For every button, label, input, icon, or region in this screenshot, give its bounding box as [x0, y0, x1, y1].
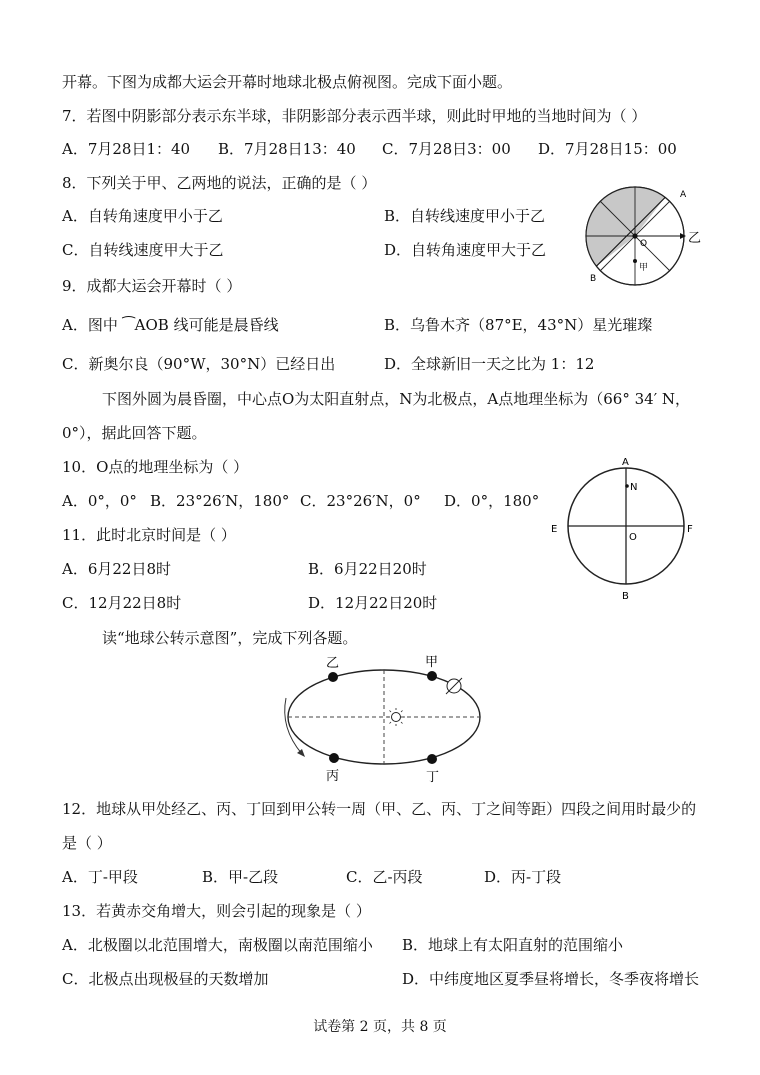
- point-jia: [633, 259, 637, 263]
- q7-option-d: D．7月28日15：00: [538, 140, 677, 158]
- q12-option-c: C．乙-丙段: [346, 868, 423, 886]
- passage-2-line-2: 0°），据此回答下题。: [62, 424, 207, 442]
- fig2-label-f: F: [687, 524, 693, 535]
- question-10-stem: 10．O点的地理坐标为（ ）: [62, 458, 249, 476]
- fig1-label-jia: 甲: [639, 263, 649, 273]
- fig2-label-o: O: [629, 532, 637, 543]
- q10-option-b: B．23°26′N，180°: [150, 492, 290, 510]
- q9-option-b: B．乌鲁木齐（87°E，43°N）星光璀璨: [384, 316, 653, 334]
- fig3-label-bing: 丙: [326, 769, 340, 784]
- page-footer: 试卷第 2 页，共 8 页: [313, 1019, 447, 1035]
- question-12-stem-line-1: 12．地球从甲处经乙、丙、丁回到甲公转一周（甲、乙、丙、丁之间等距）四段之间用时最少的: [62, 800, 697, 818]
- north-pole-view-diagram: [578, 180, 702, 288]
- q11-option-a: A．6月22日8时: [62, 560, 172, 578]
- q11-option-d: D．12月22日20时: [308, 594, 438, 612]
- q12-option-d: D．丙-丁段: [484, 868, 562, 886]
- fig3-label-jia: 甲: [425, 655, 439, 670]
- q10-option-d: D．0°，180°: [444, 492, 540, 510]
- terminator-circle-diagram: [546, 454, 706, 604]
- fig2-label-n: N: [630, 482, 638, 493]
- fig3-label-ding: 丁: [426, 770, 440, 785]
- question-8-stem: 8．下列关于甲、乙两地的说法，正确的是（ ）: [62, 174, 377, 192]
- q11-option-b: B．6月22日20时: [308, 560, 427, 578]
- question-12-stem-line-2: 是（ ）: [62, 834, 112, 852]
- q9-option-c: C．新奥尔良（90°W，30°N）已经日出: [62, 355, 336, 373]
- fig2-label-b: B: [622, 591, 629, 602]
- passage-2-line-1: 下图外圆为晨昏圈，中心点O为太阳直射点，N为北极点，A点地理坐标为（66° 34′ N，: [102, 390, 690, 408]
- earth-revolution-diagram: [276, 650, 496, 790]
- fig1-label-a: A: [680, 190, 687, 200]
- q10-option-c: C．23°26′N，0°: [300, 492, 421, 510]
- q10-option-a: A．0°，0°: [62, 492, 137, 510]
- q12-option-b: B．甲-乙段: [202, 868, 279, 886]
- q13-option-c: C．北极点出现极昼的天数增加: [62, 970, 269, 988]
- earth-position-bing: [329, 753, 339, 763]
- fig3-label-yi: 乙: [326, 656, 340, 671]
- fig1-label-o: O: [640, 239, 648, 249]
- earth-position-yi: [328, 672, 338, 682]
- passage-3: 读“地球公转示意图”，完成下列各题。: [102, 629, 358, 647]
- direction-arrow-icon: [297, 749, 305, 757]
- q12-option-a: A．丁-甲段: [62, 868, 138, 886]
- question-13-stem: 13．若黄赤交角增大，则会引起的现象是（ ）: [62, 902, 371, 920]
- q13-option-d: D．中纬度地区夏季昼将增长，冬季夜将增长: [402, 970, 700, 988]
- q8-option-c: C．自转线速度甲大于乙: [62, 241, 224, 259]
- q13-option-a: A．北极圈以北范围增大，南极圈以南范围缩小: [62, 936, 373, 954]
- q11-option-c: C．12月22日8时: [62, 594, 182, 612]
- earth-tilt-icon: [446, 678, 462, 694]
- fig2-label-a: A: [622, 457, 629, 468]
- earth-position-jia: [427, 671, 437, 681]
- q7-option-c: C．7月28日3：00: [382, 140, 511, 158]
- point-n: [625, 484, 629, 488]
- q13-option-b: B．地球上有太阳直射的范围缩小: [402, 936, 624, 954]
- sun-icon: [392, 713, 401, 722]
- q8-option-a: A．自转角速度甲小于乙: [62, 207, 223, 225]
- intro-line: 开幕。下图为成都大运会开幕时地球北极点俯视图。完成下面小题。: [62, 73, 513, 91]
- question-7-stem: 7．若图中阴影部分表示东半球，非阴影部分表示西半球，则此时甲地的当地时间为（ ）: [62, 107, 647, 125]
- q8-option-d: D．自转角速度甲大于乙: [384, 241, 547, 259]
- q7-option-b: B．7月28日13：40: [218, 140, 356, 158]
- question-11-stem: 11．此时北京时间是（ ）: [62, 526, 236, 544]
- q9-option-d: D．全球新旧一天之比为 1：12: [384, 355, 595, 373]
- fig2-label-e: E: [551, 524, 558, 535]
- q9-option-a: A．图中 ⁀AOB 线可能是晨昏线: [62, 316, 279, 334]
- fig1-label-b: B: [590, 274, 597, 284]
- question-9-stem: 9．成都大运会开幕时（ ）: [62, 277, 242, 295]
- fig1-label-yi: 乙: [688, 231, 702, 246]
- q8-option-b: B．自转线速度甲小于乙: [384, 207, 546, 225]
- q7-option-a: A．7月28日1：40: [62, 140, 191, 158]
- earth-position-ding: [427, 754, 437, 764]
